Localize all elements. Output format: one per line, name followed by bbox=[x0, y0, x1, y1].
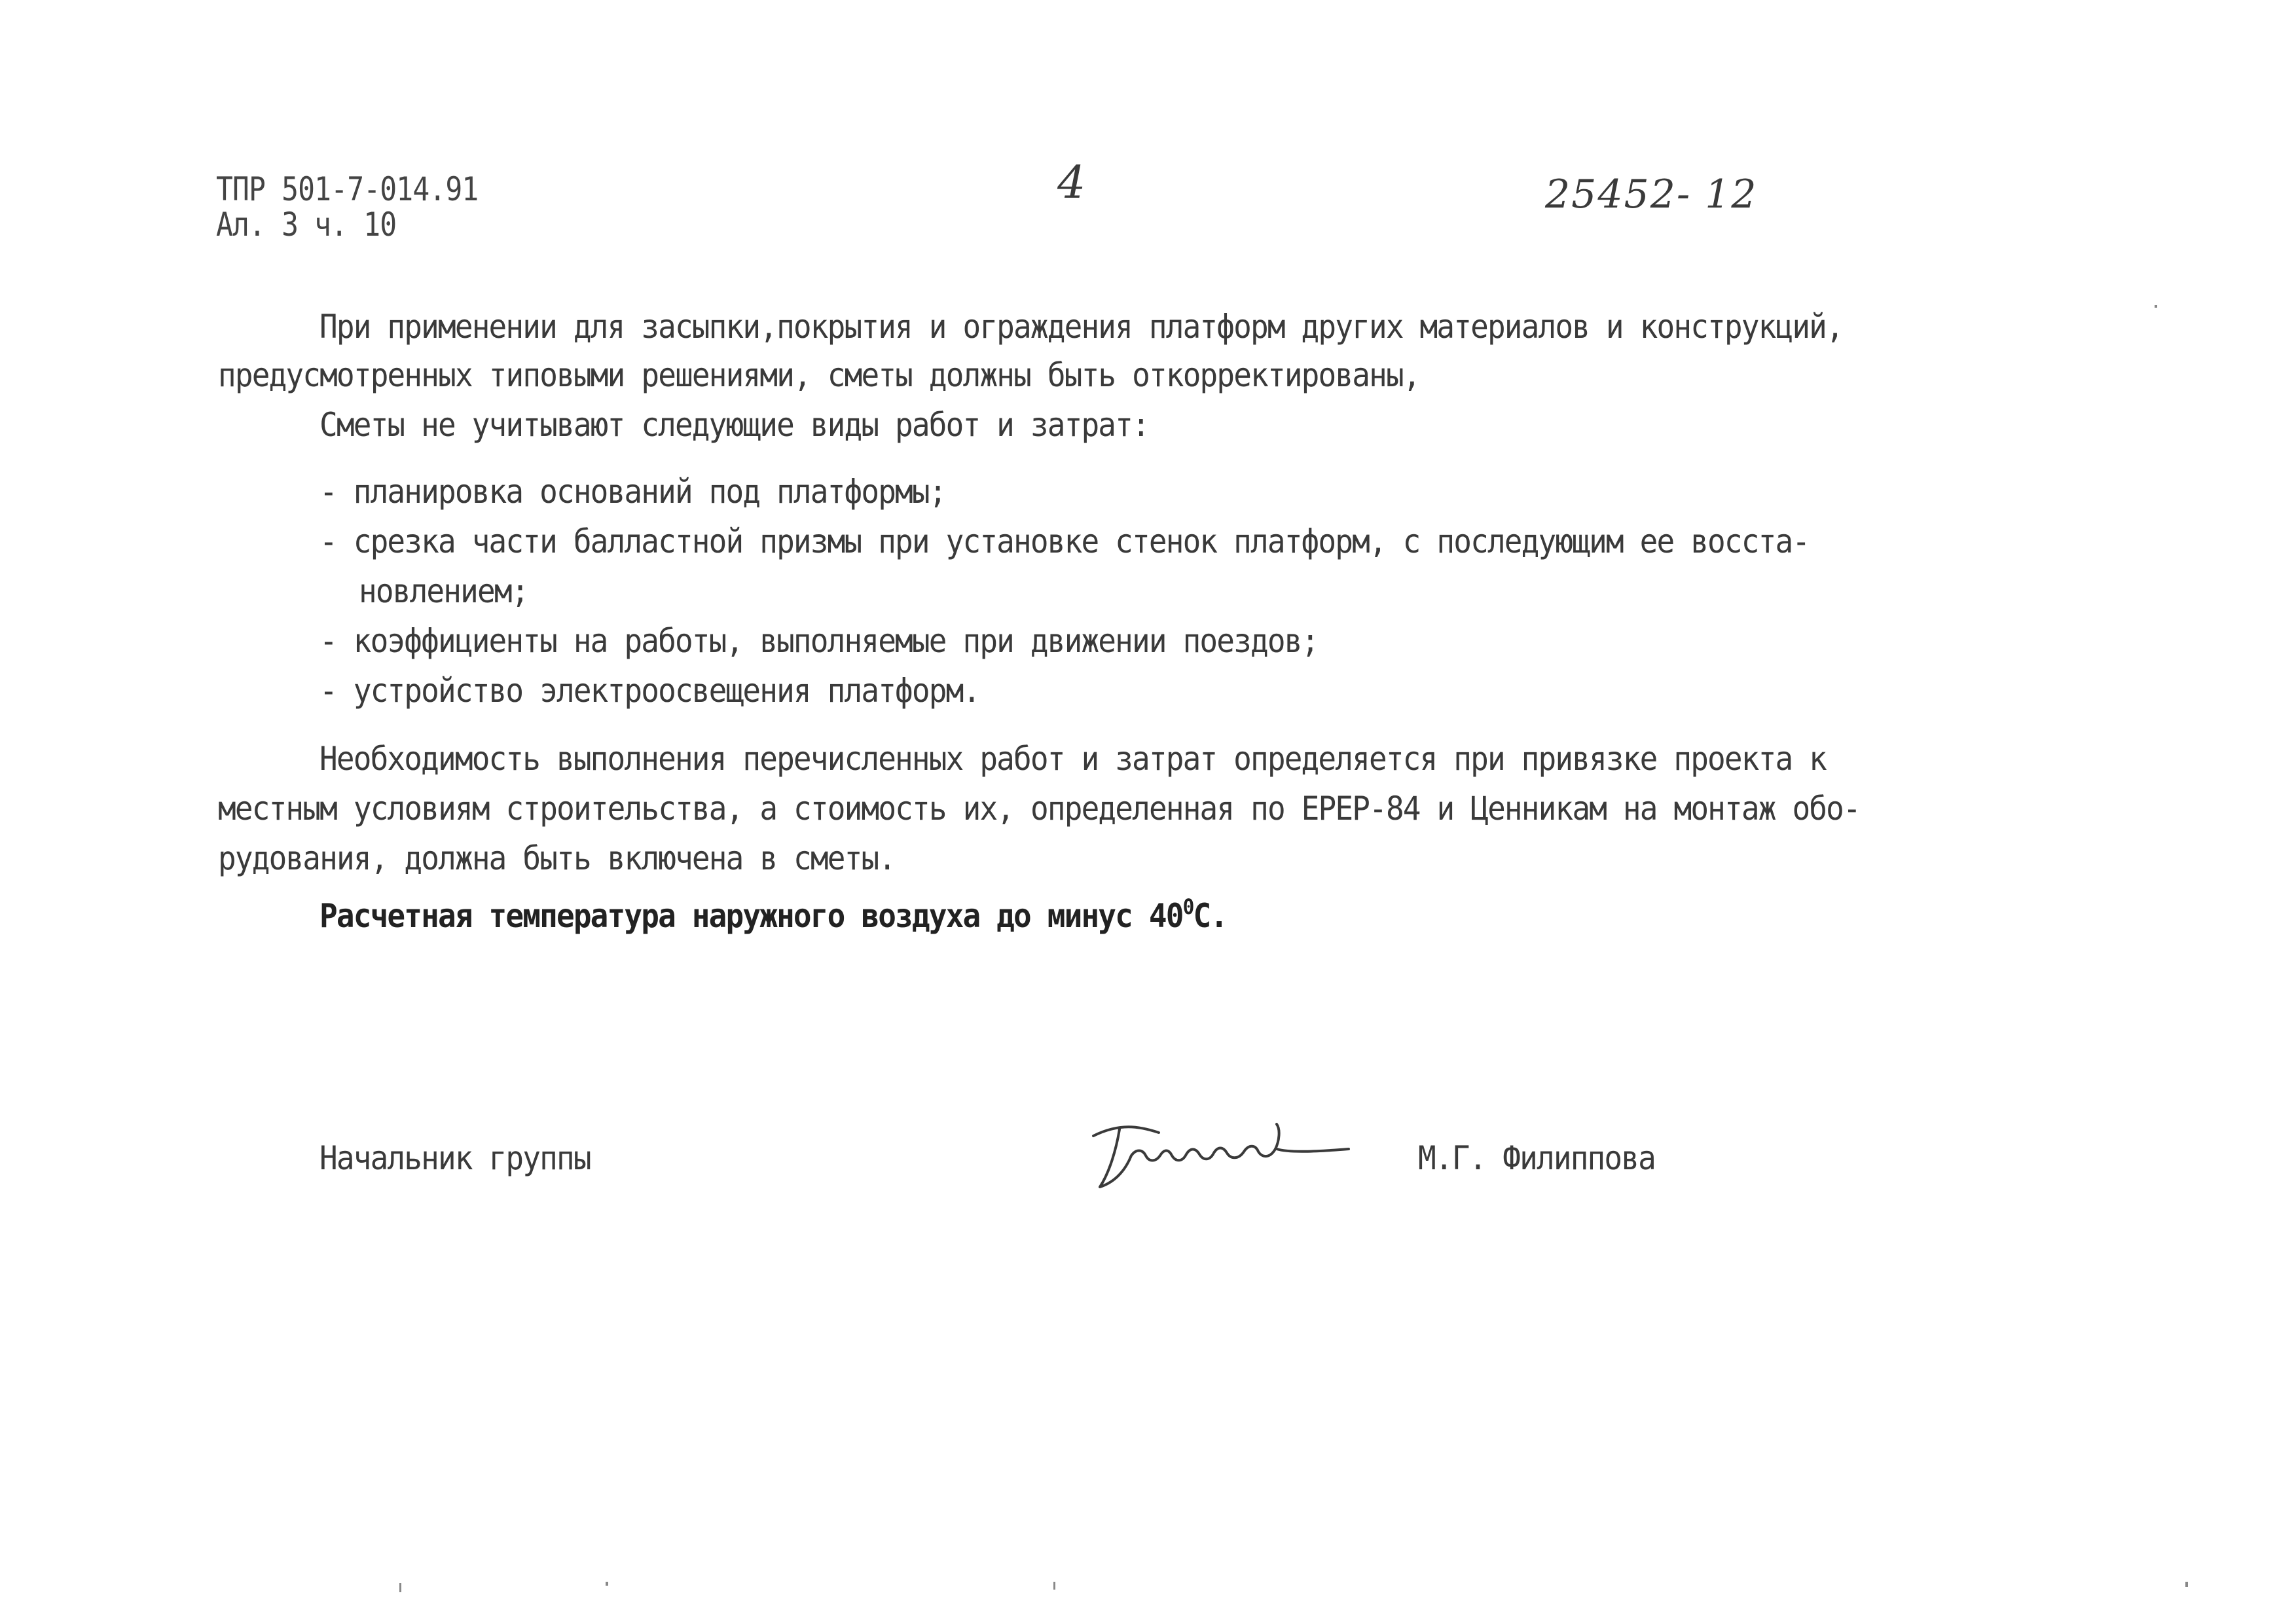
design-temperature-text: Расчетная температура наружного воздуха до минус 40 bbox=[319, 897, 1183, 935]
list-item: - коэффициенты на работы, выполняемые при движении поездов; bbox=[319, 622, 1319, 660]
paragraph-3-line-3: рудования, должна быть включена в сметы. bbox=[218, 839, 896, 877]
album-reference: Ал. 3 ч. 10 bbox=[216, 206, 397, 244]
list-item: - устройство электроосвещения платформ. bbox=[319, 672, 980, 710]
scan-speck bbox=[1053, 1582, 1055, 1590]
signer-name: М.Г. Филиппова bbox=[1418, 1139, 1655, 1177]
scan-speck bbox=[2155, 305, 2157, 308]
document-code: ТПР 501-7-014.91 bbox=[216, 170, 479, 208]
scan-speck bbox=[2185, 1582, 2188, 1587]
list-item: - планировка оснований под платформы; bbox=[319, 473, 946, 511]
handwritten-signature bbox=[1080, 1110, 1394, 1198]
design-temperature bbox=[319, 892, 1227, 940]
paragraph-3-line-1: Необходимость выполнения перечисленных работ и затрат определяется при привязке проекта к bbox=[319, 740, 1827, 778]
scan-speck bbox=[399, 1583, 401, 1592]
list-item-continuation: новлением; bbox=[359, 572, 528, 610]
signer-position: Начальник группы bbox=[319, 1139, 591, 1177]
degree-sign: 0 bbox=[1182, 894, 1194, 919]
paragraph-1-line-2: предусмотренных типовыми решениями, сметы должны быть откорректированы, bbox=[218, 356, 1420, 394]
list-item: - срезка части балластной призмы при установке стенок платформ, с последующим ее восста- bbox=[319, 522, 1810, 560]
scan-speck bbox=[606, 1582, 608, 1586]
paragraph-3-line-2: местным условиям строительства, а стоимость их, определенная по ЕРЕР-84 и Ценникам на монтаж обо- bbox=[218, 790, 1860, 828]
page-number: 4 bbox=[1057, 157, 1086, 209]
paragraph-1-line-1: При применении для засыпки,покрытия и ограждения платформ других материалов и конструкций, bbox=[319, 308, 1843, 346]
temperature-unit: С. bbox=[1193, 897, 1228, 935]
paragraph-2: Сметы не учитывают следующие виды работ и затрат: bbox=[319, 406, 1149, 444]
inventory-number: 25452- 12 bbox=[1545, 172, 1758, 217]
